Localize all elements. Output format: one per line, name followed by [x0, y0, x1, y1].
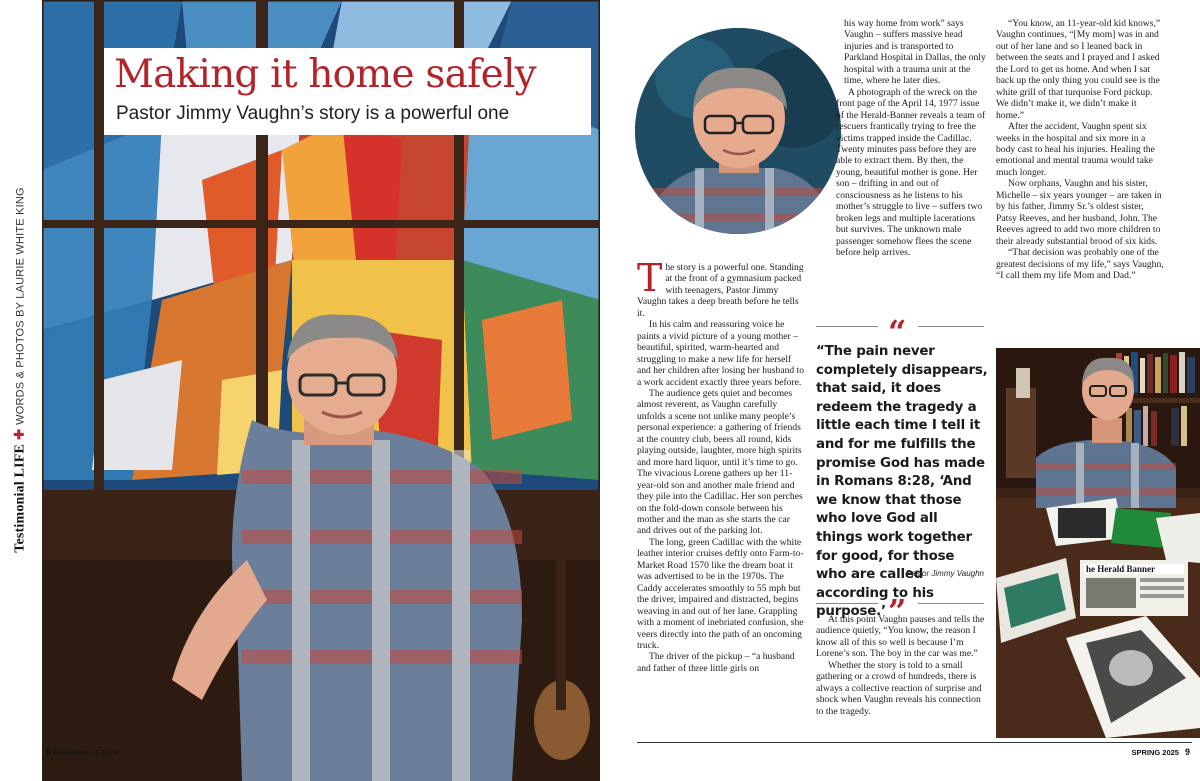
- paragraph: A photograph of the wreck on the front page of the April 14, 1977 issue of the Herald-Banner reveals a team of rescuers frantically trying to free the victims trapped inside the Cadillac. Twenty minutes pass before they are able to extract them. By then, the young, beautiful mother is gone. Her son – drifting in and out of consciousness as he listens to his mother’s struggle to live – suffers two broken legs and multiple lacerations but survives. The unknown male passenger somehow flees the scene before help arrives.: [836, 86, 986, 259]
- paragraph: Now orphans, Vaughn and his sister, Michelle – six years younger – are taken in by his father, Jimmy Sr.’s oldest sister, Patsy Reeves, and her husband, John. The Reeves agreed to add two more children to their already substantial brood of six kids.: [996, 178, 1162, 247]
- section-credit: [12, 187, 29, 553]
- title-panel: [104, 48, 591, 135]
- portrait-photo: [635, 28, 841, 234]
- paragraph: The long, green Cadillac with the white leather interior cruises deftly onto Farm-to-Market Road 1570 like the dream boat it was advertised to be in the 1970s. The Caddy accelerates smoothly to 55 mph but the driver, impaired and distracted, begins weaving in and out of her lane. Grappling with a moment of inebriated confusion, she veers directly into the path of an oncoming truck.: [637, 536, 804, 651]
- newspaper-masthead: he Herald Banner: [1086, 564, 1155, 574]
- article-column-3: [996, 18, 1166, 281]
- baseline-rule: [637, 742, 1192, 743]
- paragraph: The story is a powerful one. Standing at the front of a gymnasium packed with teenagers, Pastor Jimmy Vaughn takes a deep breath before he tells it.: [637, 256, 804, 319]
- paragraph: his way home from work” says Vaughn – suffers massive head injuries and is transported to Parkland Hospital in Dallas, the only hospital with a trauma unit at the time, where he later dies.: [844, 18, 986, 87]
- credit-strip: [0, 0, 42, 781]
- paragraph: At this point Vaughn pauses and tells the audience quietly, “You know, the reason I know all of this so well is because I’m Lorene’s son. The boy in the car was me.”: [816, 614, 985, 660]
- open-quote-icon: “: [888, 313, 907, 351]
- article-column-1: [637, 256, 805, 674]
- paragraph: The audience gets quiet and becomes almost reverent, as Vaughn carefully unfolds a scene not unlike many people’s personal experience: a gathering of friends at the country club, beers all round, kids playing outside, laughter, more high spirits and more hard liquor, until it’s time to go. The vivacious Lorene gathers up her 11-year-old son and another male friend and they pile into the Cadillac. Her son perches on the fold-down console between his mother and the man as she starts the car and drives out of the parking lot.: [637, 387, 803, 537]
- headline: Making it home safely: [114, 52, 536, 97]
- paragraph: The driver of the pickup – “a husband and father of three little girls on: [637, 651, 795, 674]
- photo-credit: WORDS & PHOTOS BY LAURIE WHITE KING: [14, 187, 27, 425]
- paragraph: “That decision was probably one of the greatest decisions of my life,” says Vaughn, “I call them my life Mom and Dad.”: [996, 247, 1164, 281]
- close-quote-icon: ”: [888, 592, 907, 630]
- paragraph: After the accident, Vaughn spent six weeks in the hospital and six more in a body cast to heal his injuries. Healing the emotional and mental trauma would take much longer.: [996, 121, 1155, 178]
- article-column-2-lower: [816, 614, 986, 717]
- folio-right: SPRING 2025 9: [1131, 747, 1190, 757]
- desk-photo: [996, 348, 1200, 738]
- paragraph: Whether the story is told to a small gathering or a crowd of hundreds, there is always a collective reaction of surprise and shock when Vaughn reveals his connection to the tragedy.: [816, 659, 982, 717]
- quote-rule: [918, 326, 984, 327]
- drop-cap: T: [637, 256, 663, 300]
- quote-rule: [816, 603, 878, 604]
- paragraph: In his calm and reassuring voice he paints a vivid picture of a young mother – beautiful, spirited, warm-hearted and struggling to make a new life for herself and her children after losing her husband to a work accident exactly three years before.: [637, 319, 805, 388]
- article-column-2: [816, 18, 986, 259]
- subheadline: Pastor Jimmy Vaughn’s story is a powerful one: [116, 103, 510, 124]
- quote-rule: [816, 326, 878, 327]
- quote-rule: [918, 603, 984, 604]
- paragraph: “You know, an 11-year-old kid knows,” Vaughn continues, “[My mom] was in and out of her lane and so I leaned back in between the seats and I prayed and I asked the Lord to get us home. And when I sat back up the only thing you could see is the white grill of that turquoise Ford pickup. We didn’t make it, we didn’t make it home.”: [996, 18, 1161, 121]
- folio-left: 8 GREENVILLE LIFE: [46, 747, 119, 757]
- quote-attribution: - Pastor Jimmy Vaughn: [901, 569, 984, 578]
- cross-icon: ✚: [11, 428, 27, 440]
- pull-quote: “The pain never completely disappears, that said, it does redeem the tragedy a little each time I tell it and for me fulfills the promise God has made in Romans 8:28, ‘And we know that those who love God all things work together for good, for those who are called according to his purpose.’: [816, 344, 988, 620]
- section-label: Testimonial LIFE: [12, 443, 28, 553]
